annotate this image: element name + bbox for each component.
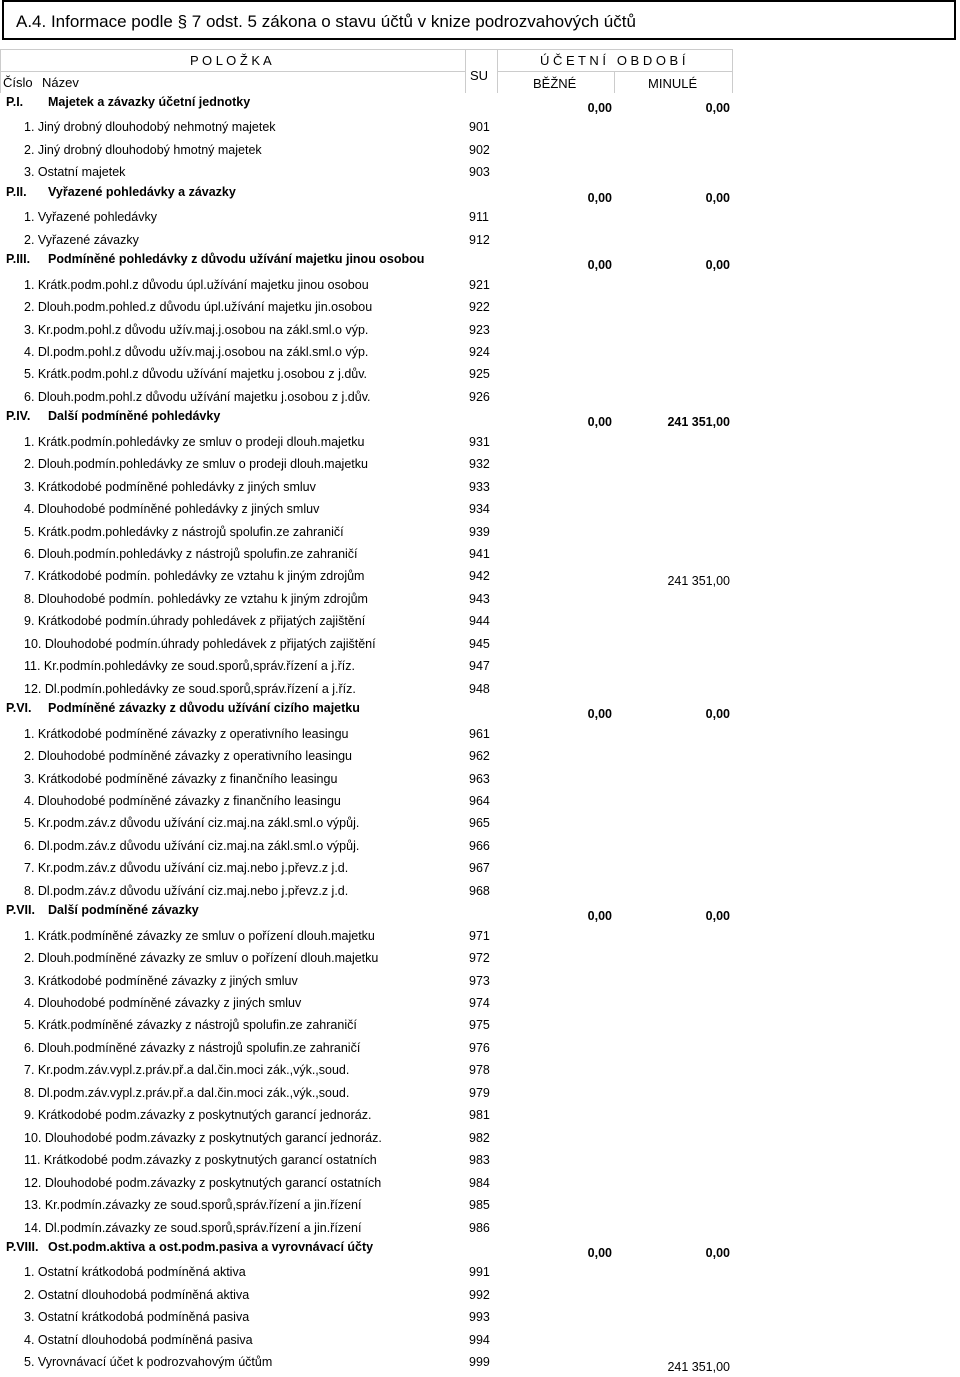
table-row (0, 992, 960, 1014)
table-row (0, 565, 960, 587)
row-su: 965 (469, 816, 490, 831)
section-row (0, 408, 960, 430)
row-name: 1. Krátkodobé podmíněné závazky z operativního leasingu (24, 726, 349, 741)
header-ucetni-obdobi: Ú Č E T N Í O B D O B Í (540, 53, 686, 68)
title-box (2, 0, 956, 40)
row-name: 3. Krátkodobé podmíněné pohledávky z jiných smluv (24, 479, 316, 494)
row-su: 924 (469, 344, 490, 359)
row-su: 911 (469, 210, 489, 225)
row-su: 982 (469, 1130, 490, 1145)
row-name: 11. Krátkodobé podm.závazky z poskytnutých garancí ostatních (24, 1153, 377, 1168)
row-su: 922 (469, 300, 490, 315)
row-su: 948 (469, 681, 490, 696)
section-row (0, 1239, 960, 1261)
row-su: 979 (469, 1085, 490, 1100)
table-row (0, 543, 960, 565)
row-name: 3. Kr.podm.pohl.z důvodu užív.maj.j.osobou na zákl.sml.o výp. (24, 322, 369, 337)
row-current-value: 0,00 (587, 258, 612, 273)
row-su: 981 (469, 1108, 490, 1123)
row-su: 983 (469, 1153, 490, 1168)
table-row (0, 1059, 960, 1081)
row-su: 941 (469, 547, 490, 561)
table-row (0, 363, 960, 385)
row-name: 6. Dlouh.podmíněné závazky z nástrojů spolufin.ze zahraničí (24, 1040, 361, 1055)
row-su: 912 (469, 232, 490, 247)
row-name: 3. Krátkodobé podmíněné závazky z jiných smluv (24, 973, 298, 988)
table-row (0, 139, 960, 161)
table-row (0, 880, 960, 902)
row-su: 964 (469, 793, 490, 808)
row-previous-value: 241 351,00 (667, 1360, 730, 1375)
row-name: 1. Vyřazené pohledávky (24, 210, 157, 225)
table-row (0, 857, 960, 879)
header-right-edge (732, 49, 733, 93)
row-name: 6. Dl.podm.záv.z důvodu užívání ciz.maj.na zákl.sml.o výpůj. (24, 838, 360, 853)
row-su: 963 (469, 771, 490, 786)
row-name: 8. Dl.podm.záv.z důvodu užívání ciz.maj.nebo j.převz.z j.d. (24, 883, 349, 898)
row-su: 986 (469, 1220, 490, 1235)
table-row (0, 1149, 960, 1171)
row-name: 9. Krátkodobé podm.závazky z poskytnutých garancí jednoráz. (24, 1108, 372, 1123)
table-row (0, 116, 960, 138)
table-row (0, 206, 960, 228)
row-name: 4. Dlouhodobé podmíněné závazky z jiných smluv (24, 996, 302, 1010)
row-name: 10. Dlouhodobé podm.závazky z poskytnutých garancí jednoráz. (24, 1130, 382, 1145)
table-row (0, 610, 960, 632)
row-su: 991 (469, 1265, 490, 1280)
table-row (0, 588, 960, 610)
section-row (0, 184, 960, 206)
row-previous-value: 0,00 (705, 190, 730, 205)
row-su: 944 (469, 614, 490, 629)
row-current-value: 0,00 (587, 909, 612, 924)
table-row (0, 655, 960, 677)
header-su: SU (470, 68, 489, 83)
row-su: 992 (469, 1287, 490, 1302)
row-su: 933 (469, 479, 490, 494)
row-name: 4. Dl.podm.pohl.z důvodu užív.maj.j.osobou na zákl.sml.o výp. (24, 344, 369, 359)
row-name: 3. Ostatní majetek (24, 165, 126, 180)
row-name: 8. Dlouhodobé podmín. pohledávky ze vztahu k jiným zdrojům (24, 591, 368, 606)
table-row (0, 476, 960, 498)
row-name: 5. Krátk.podm.pohl.z důvodu užívání majetku j.osobou z j.dův. (24, 367, 368, 382)
table-row (0, 835, 960, 857)
row-name: 11. Kr.podmín.pohledávky ze soud.sporů,správ.řízení a j.říz. (24, 659, 355, 674)
row-su: 925 (469, 367, 490, 382)
row-number: P.IV. (6, 409, 31, 424)
table-row (0, 678, 960, 700)
page-title: A.4. Informace podle § 7 odst. 5 zákona o stavu účtů v knize podrozvahových účtů (16, 12, 636, 31)
table-row (0, 1194, 960, 1216)
row-number: P.VIII. (6, 1239, 39, 1254)
row-su: 994 (469, 1332, 490, 1347)
table-row (0, 341, 960, 363)
row-name: 2. Jiný drobný dlouhodobý hmotný majetek (24, 142, 262, 157)
row-name: 7. Krátkodobé podmín. pohledávky ze vztahu k jiným zdrojům (24, 569, 365, 584)
table-row (0, 925, 960, 947)
table-row (0, 521, 960, 543)
table-row (0, 1284, 960, 1306)
row-previous-value: 0,00 (705, 258, 730, 273)
row-current-value: 0,00 (587, 1245, 612, 1260)
row-su: 973 (469, 973, 490, 988)
table-row (0, 229, 960, 251)
row-su: 932 (469, 457, 490, 472)
row-su: 968 (469, 883, 490, 898)
row-previous-value: 241 351,00 (667, 415, 730, 430)
table-row (0, 1082, 960, 1104)
row-name: 14. Dl.podmín.závazky ze soud.sporů,správ.řízení a jin.řízení (24, 1220, 362, 1235)
header-minule: MINULÉ (648, 76, 698, 91)
table-row (0, 1261, 960, 1283)
table-row (0, 812, 960, 834)
row-su: 942 (469, 569, 490, 584)
table-row (0, 1104, 960, 1126)
table-row (0, 453, 960, 475)
row-current-value: 0,00 (587, 415, 612, 430)
table-row (0, 1014, 960, 1036)
row-su: 974 (469, 996, 490, 1010)
header-su-left (465, 49, 466, 93)
row-su: 961 (469, 726, 490, 741)
row-name: 10. Dlouhodobé podmín.úhrady pohledávek z přijatých zajištění (24, 636, 376, 651)
row-current-value: 0,00 (587, 707, 612, 722)
row-name: Podmíněné závazky z důvodu užívání cizího majetku (48, 701, 360, 716)
row-su: 962 (469, 749, 490, 764)
row-name: Další podmíněné závazky (48, 903, 199, 918)
row-name: 12. Dl.podmín.pohledávky ze soud.sporů,správ.řízení a j.říz. (24, 681, 356, 696)
row-name: 2. Dlouhodobé podmíněné závazky z operativního leasingu (24, 749, 352, 764)
row-name: Vyřazené pohledávky a závazky (48, 184, 236, 199)
row-su: 931 (469, 434, 490, 449)
table-row (0, 1351, 960, 1373)
row-su: 993 (469, 1310, 490, 1325)
row-name: 1. Krátk.podmíněné závazky ze smluv o pořízení dlouh.majetku (24, 928, 375, 943)
row-su: 967 (469, 861, 490, 876)
table-row (0, 633, 960, 655)
row-name: 5. Vyrovnávací účet k podrozvahovým účtům (24, 1355, 273, 1370)
row-current-value: 0,00 (587, 190, 612, 205)
row-name: 4. Dlouhodobé podmíněné závazky z finančního leasingu (24, 793, 341, 808)
table-row (0, 768, 960, 790)
row-number: P.VI. (6, 701, 32, 716)
row-su: 975 (469, 1018, 490, 1033)
table-row (0, 431, 960, 453)
table-row (0, 947, 960, 969)
table-row (0, 386, 960, 408)
row-name: Majetek a závazky účetní jednotky (48, 95, 251, 109)
row-name: 5. Krátk.podm.pohledávky z nástrojů spolufin.ze zahraničí (24, 524, 344, 539)
header-top-line (0, 49, 732, 50)
header-polozka: P O L O Ž K A (190, 53, 272, 68)
row-name: 2. Ostatní dlouhodobá podmíněná aktiva (24, 1287, 250, 1302)
table-row (0, 274, 960, 296)
table-row (0, 970, 960, 992)
row-su: 966 (469, 838, 490, 853)
row-name: 1. Krátk.podmín.pohledávky ze smluv o prodeji dlouh.majetku (24, 434, 365, 449)
row-name: 7. Kr.podm.záv.vypl.z.práv.př.a dal.čin.moci zák.,výk.,soud. (24, 1063, 350, 1078)
row-su: 972 (469, 951, 490, 966)
row-name: Podmíněné pohledávky z důvodu užívání majetku jinou osobou (48, 252, 425, 267)
row-su: 947 (469, 659, 490, 674)
row-previous-value: 0,00 (705, 101, 730, 115)
row-su: 945 (469, 636, 490, 651)
table-row (0, 296, 960, 318)
row-name: 1. Krátk.podm.pohl.z důvodu úpl.užívání majetku jinou osobou (24, 277, 369, 292)
row-name: 3. Ostatní krátkodobá podmíněná pasiva (24, 1310, 250, 1325)
row-name: 3. Krátkodobé podmíněné závazky z finančního leasingu (24, 771, 338, 786)
header-mid-line (0, 71, 465, 72)
header-su-right (497, 49, 498, 93)
row-name: 6. Dlouh.podmín.pohledávky z nástrojů spolufin.ze zahraničí (24, 547, 358, 561)
row-number: P.III. (6, 252, 31, 267)
table-row (0, 319, 960, 341)
row-su: 978 (469, 1063, 490, 1078)
table-row (0, 1037, 960, 1059)
row-su: 921 (469, 277, 490, 292)
row-name: Další podmíněné pohledávky (48, 409, 221, 424)
header-left-edge (0, 49, 1, 93)
row-su: 934 (469, 502, 490, 517)
row-su: 926 (469, 389, 490, 404)
row-su: 939 (469, 524, 490, 539)
table-row (0, 1329, 960, 1351)
row-name: 12. Dlouhodobé podm.závazky z poskytnutých garancí ostatních (24, 1175, 382, 1190)
row-name: 9. Krátkodobé podmín.úhrady pohledávek z přijatých zajištění (24, 614, 366, 629)
row-number: P.VII. (6, 903, 35, 918)
row-name: 1. Ostatní krátkodobá podmíněná aktiva (24, 1265, 246, 1280)
row-su: 976 (469, 1040, 490, 1055)
table-row (0, 1172, 960, 1194)
table-row (0, 790, 960, 812)
row-number: P.II. (6, 184, 27, 199)
row-name: 2. Vyřazené závazky (24, 232, 139, 247)
row-name: 2. Dlouh.podmín.pohledávky ze smluv o prodeji dlouh.majetku (24, 457, 368, 472)
row-name: 13. Kr.podmín.závazky ze soud.sporů,správ.řízení a jin.řízení (24, 1198, 362, 1213)
row-name: 7. Kr.podm.záv.z důvodu užívání ciz.maj.nebo j.převz.z j.d. (24, 861, 349, 876)
row-su: 943 (469, 591, 490, 606)
row-previous-value: 0,00 (705, 909, 730, 924)
section-row (0, 902, 960, 924)
row-name: 5. Krátk.podmíněné závazky z nástrojů spolufin.ze zahraničí (24, 1018, 357, 1033)
row-name: Ost.podm.aktiva a ost.podm.pasiva a vyrovnávací účty (48, 1239, 374, 1254)
row-su: 971 (469, 928, 490, 943)
row-previous-value: 241 351,00 (667, 574, 730, 589)
row-name: 4. Dlouhodobé podmíněné pohledávky z jiných smluv (24, 502, 320, 517)
header-bezne: BĚŽNÉ (533, 76, 577, 91)
row-su: 999 (469, 1355, 490, 1370)
table-row (0, 161, 960, 183)
header-nazev: Název (42, 75, 79, 90)
table-row (0, 723, 960, 745)
row-su: 985 (469, 1198, 490, 1213)
section-row (0, 251, 960, 273)
table-row (0, 1306, 960, 1328)
section-row (0, 94, 960, 116)
table-row (0, 1217, 960, 1239)
row-current-value: 0,00 (587, 101, 612, 115)
row-previous-value: 0,00 (705, 1245, 730, 1260)
header-cislo: Číslo (3, 75, 33, 90)
row-su: 903 (469, 165, 490, 180)
row-name: 8. Dl.podm.záv.vypl.z.práv.př.a dal.čin.moci zák.,výk.,soud. (24, 1085, 350, 1100)
row-su: 923 (469, 322, 490, 337)
row-previous-value: 0,00 (705, 707, 730, 722)
row-name: 1. Jiný drobný dlouhodobý nehmotný majetek (24, 120, 276, 135)
section-row (0, 700, 960, 722)
table-row (0, 745, 960, 767)
row-name: 6. Dlouh.podm.pohl.z důvodu užívání majetku j.osobou z j.dův. (24, 389, 371, 404)
table-row (0, 1127, 960, 1149)
row-name: 4. Ostatní dlouhodobá podmíněná pasiva (24, 1332, 253, 1347)
row-su: 984 (469, 1175, 490, 1190)
table-row (0, 498, 960, 520)
row-name: 2. Dlouh.podm.pohled.z důvodu úpl.užívání majetku jin.osobou (24, 300, 373, 315)
row-su: 901 (469, 120, 490, 135)
row-su: 902 (469, 142, 490, 157)
row-number: P.I. (6, 95, 24, 109)
row-name: 5. Kr.podm.záv.z důvodu užívání ciz.maj.na zákl.sml.o výpůj. (24, 816, 360, 831)
row-name: 2. Dlouh.podmíněné závazky ze smluv o pořízení dlouh.majetku (24, 951, 379, 966)
header-col-divider (614, 71, 615, 93)
